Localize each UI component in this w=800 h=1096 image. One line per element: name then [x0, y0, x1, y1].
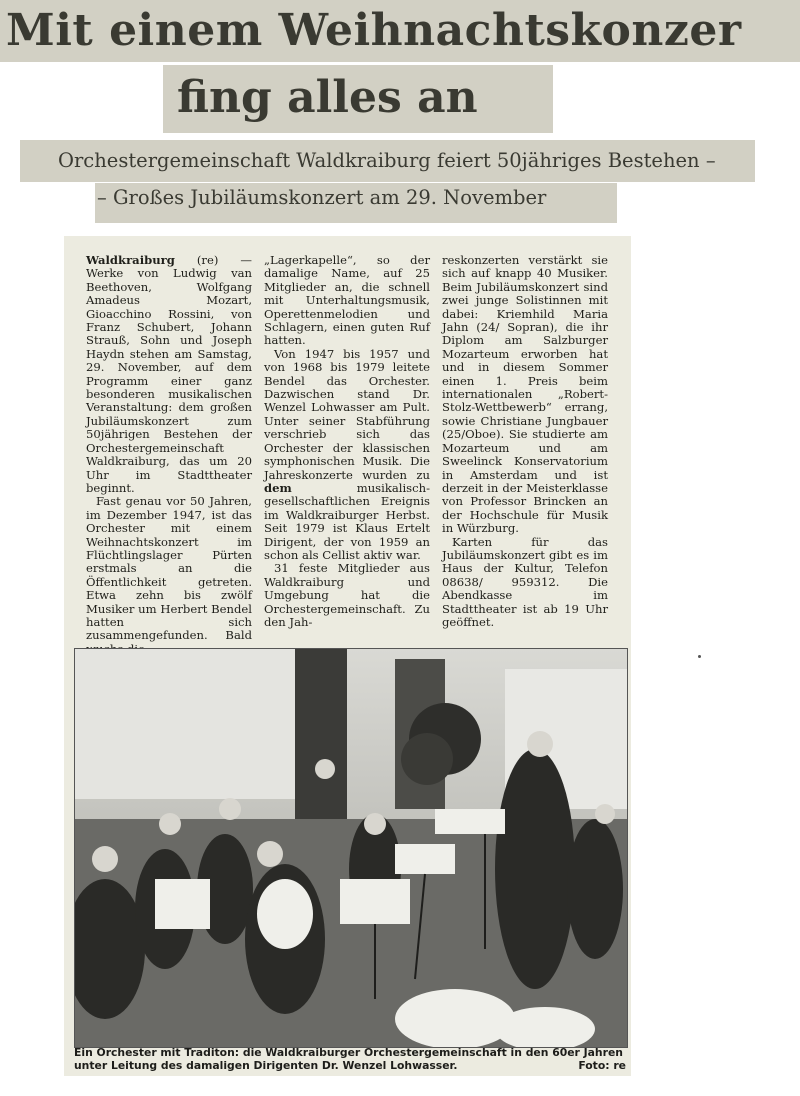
article-column-1: [86, 254, 252, 656]
headline-line-2: fing alles an: [163, 65, 553, 133]
article-paragraph: Karten für das Jubiläumskonzert gibt es im Haus der Kultur, Telefon 08638/ 959312. Die Abendkasse im Stadttheater ist ab 19 Uhr geöffnet.: [442, 534, 608, 629]
subheadline-line-1: Orchestergemeinschaft Waldkraiburg feiert 50jähriges Bestehen –: [20, 140, 755, 182]
paragraph-text: (re) — Werke von Ludwig van Beethoven, Wolfgang Amadeus Mozart, Gioacchino Rossini, von Franz Schubert, Johann Strauß, Sohn und Joseph Haydn stehen am Samstag, 29. November, auf dem Programm einer ganz besonderen musikalischen Veranstaltung: dem großen Jubiläumskonzert zum 50jährigen Bestehen der Orchestergemeinschaft Waldkraiburg, das um 20 Uhr im Stadttheater beginnt.: [86, 253, 252, 495]
orchestra-photo-illustration: [75, 649, 627, 1047]
article-paragraph: „Lagerkapelle“, so der damalige Name, auf 25 Mitglieder an, die schnell mit Unterhaltungsmusik, Operettenmelodien und Schlagern, einen guten Ruf hatten.: [264, 253, 430, 348]
article-paragraph: Fast genau vor 50 Jahren, im Dezember 1947, ist das Orchester mit einem Weihnachtskonzert im Flüchtlingslager Pürten erstmals an die Öffentlichkeit getreten. Etwa zehn bis zwölf Musiker um Herbert Bendel hatten sich zusammengefunden. Bald: [86, 494, 252, 643]
article-column-3: [442, 254, 608, 629]
paper-speck: [698, 655, 701, 658]
headline-line-1: Mit einem Weihnachtskonzer: [0, 0, 800, 62]
photo-caption: [74, 1046, 626, 1072]
article-paragraph: [86, 254, 252, 495]
article-paragraph: [264, 348, 430, 563]
orchestra-photo: [74, 648, 628, 1048]
paragraph-text: Von 1947 bis 1957 und von 1968 bis 1979 leitete Bendel das Orchester. Dazwischen stand Dr. Wenzel Lohwasser am Pult. Unter seiner Stabführung verschrieb sich das Orchester der klassischen symphonischen Musik. Die Jahreskonzerte wurden zu: [264, 346, 430, 482]
emphasis-text: dem: [264, 480, 292, 495]
subheadline-line-2: – Großes Jubiläumskonzert am 29. November: [95, 183, 617, 223]
article-paragraph: 31 feste Mitglieder aus Waldkraiburg und Umgebung hat die Orchestergemeinschaft. Zu den Jah-: [264, 561, 430, 629]
photo-credit: Foto: re: [578, 1059, 626, 1072]
article-paragraph: reskonzerten verstärkt sie sich auf knapp 40 Musiker. Beim Jubiläumskonzert sind zwei junge Solistinnen mit dabei: Kriemhild Maria Jahn (24/ Sopran), die ihr Diplom am Salzburger Mozarteum erworben hat und in diesem Sommer einen 1. Preis beim internationalen „Robert-Stolz-Wettbewerb“ errang, sowie Christiane Jungbauer (25/Oboe). Sie studierte am Mozarteum und am Sweelinck Konservatorium in Amsterdam und ist derzeit in der Meisterklasse von Professor Brincken an der Hochschule für Musik in Würzburg.: [442, 253, 608, 536]
dateline: Waldkraiburg: [86, 253, 175, 267]
paragraph-text: musikalisch-gesellschaftlichen Ereignis im Waldkraiburger Herbst. Seit 1979 ist Klaus Ertelt Dirigent, der von 1959 an schon als Cellist aktiv war.: [264, 480, 430, 562]
article-column-2: [264, 254, 430, 629]
caption-text: Ein Orchester mit Traditon: die Waldkraiburger Orchestergemeinschaft in den 60er Jahren unter Leitung des damaligen Dirigenten Dr. Wenzel Lohwasser.: [74, 1046, 623, 1072]
article-clipping: [64, 236, 631, 1076]
